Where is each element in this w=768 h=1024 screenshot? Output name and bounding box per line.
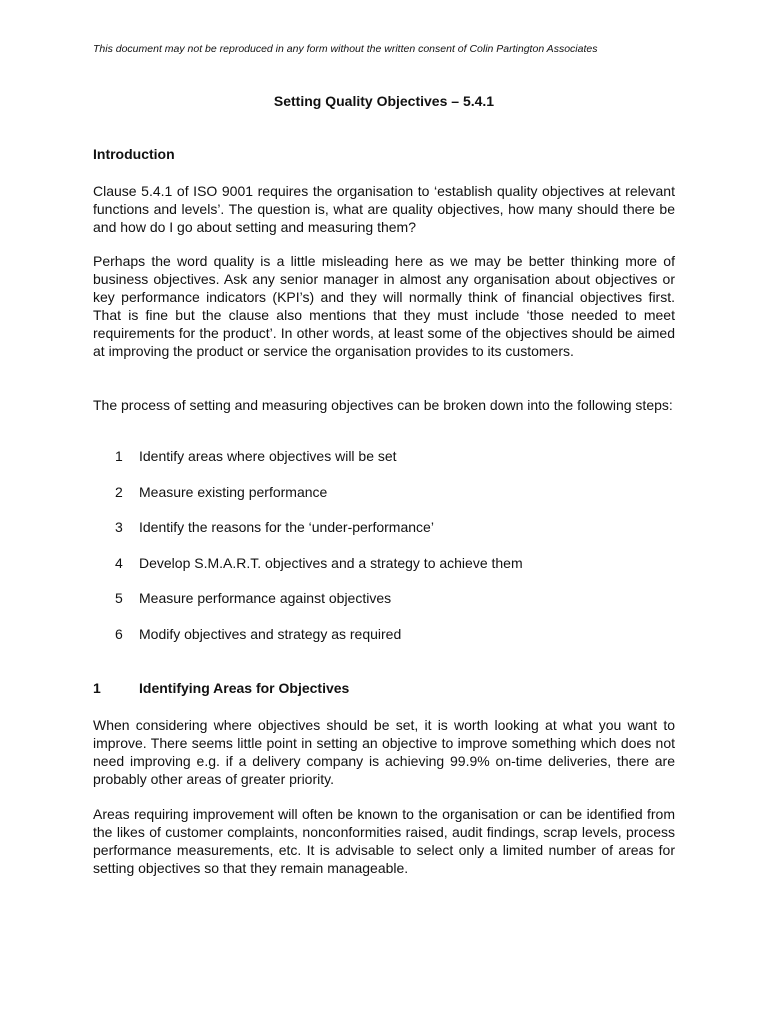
step-number: 4: [115, 555, 123, 571]
step-number: 2: [115, 484, 123, 500]
intro-paragraph-2: Perhaps the word quality is a little misleading here as we may be better thinking more of business objectives. Ask any senior manager in almost any organisation about objectives or key performance indicators (KPI’s) and they will normally think of financial objectives first. That is fine but the clause also mentions that they must include ‘those needed to meet requirements for the product’. In other words, at least some of the objectives should be aimed at improving the product or service the organisation provides to its customers.: [93, 253, 675, 359]
introduction-heading: Introduction: [93, 146, 175, 162]
step-number: 3: [115, 519, 123, 535]
step-number: 1: [115, 448, 123, 464]
step-text: Identify areas where objectives will be set: [139, 448, 397, 464]
page-title: Setting Quality Objectives – 5.4.1: [273, 93, 495, 109]
step-text: Identify the reasons for the ‘under-performance’: [139, 519, 434, 535]
step-number: 5: [115, 590, 123, 606]
section-heading: Identifying Areas for Objectives: [139, 680, 350, 696]
section-paragraph-2: Areas requiring improvement will often be known to the organisation or can be identified from the likes of customer complaints, nonconformities raised, audit findings, scrap levels, process performance measurements, etc. It is advisable to select only a limited number of areas for setting objectives so that they remain manageable.: [93, 806, 675, 876]
step-text: Develop S.M.A.R.T. objectives and a strategy to achieve them: [139, 555, 523, 571]
intro-paragraph-3: The process of setting and measuring objectives can be broken down into the following steps:: [93, 397, 673, 413]
step-number: 6: [115, 626, 123, 642]
step-text: Modify objectives and strategy as required: [139, 626, 402, 642]
step-text: Measure existing performance: [139, 484, 328, 500]
copyright-notice: This document may not be reproduced in any form without the written consent of Colin Partington Associates: [93, 43, 598, 55]
step-text: Measure performance against objectives: [139, 590, 392, 606]
intro-paragraph-1: Clause 5.4.1 of ISO 9001 requires the organisation to ‘establish quality objectives at relevant functions and levels’. The question is, what are quality objectives, how many should there be and how do I go about setting and measuring them?: [93, 183, 675, 235]
section-number: 1: [93, 680, 101, 696]
section-paragraph-1: When considering where objectives should be set, it is worth looking at what you want to improve. There seems little point in setting an objective to improve something which does not need improving e.g. if a delivery company is achieving 99.9% on-time deliveries, there are probably other areas of greater priority.: [93, 717, 675, 787]
